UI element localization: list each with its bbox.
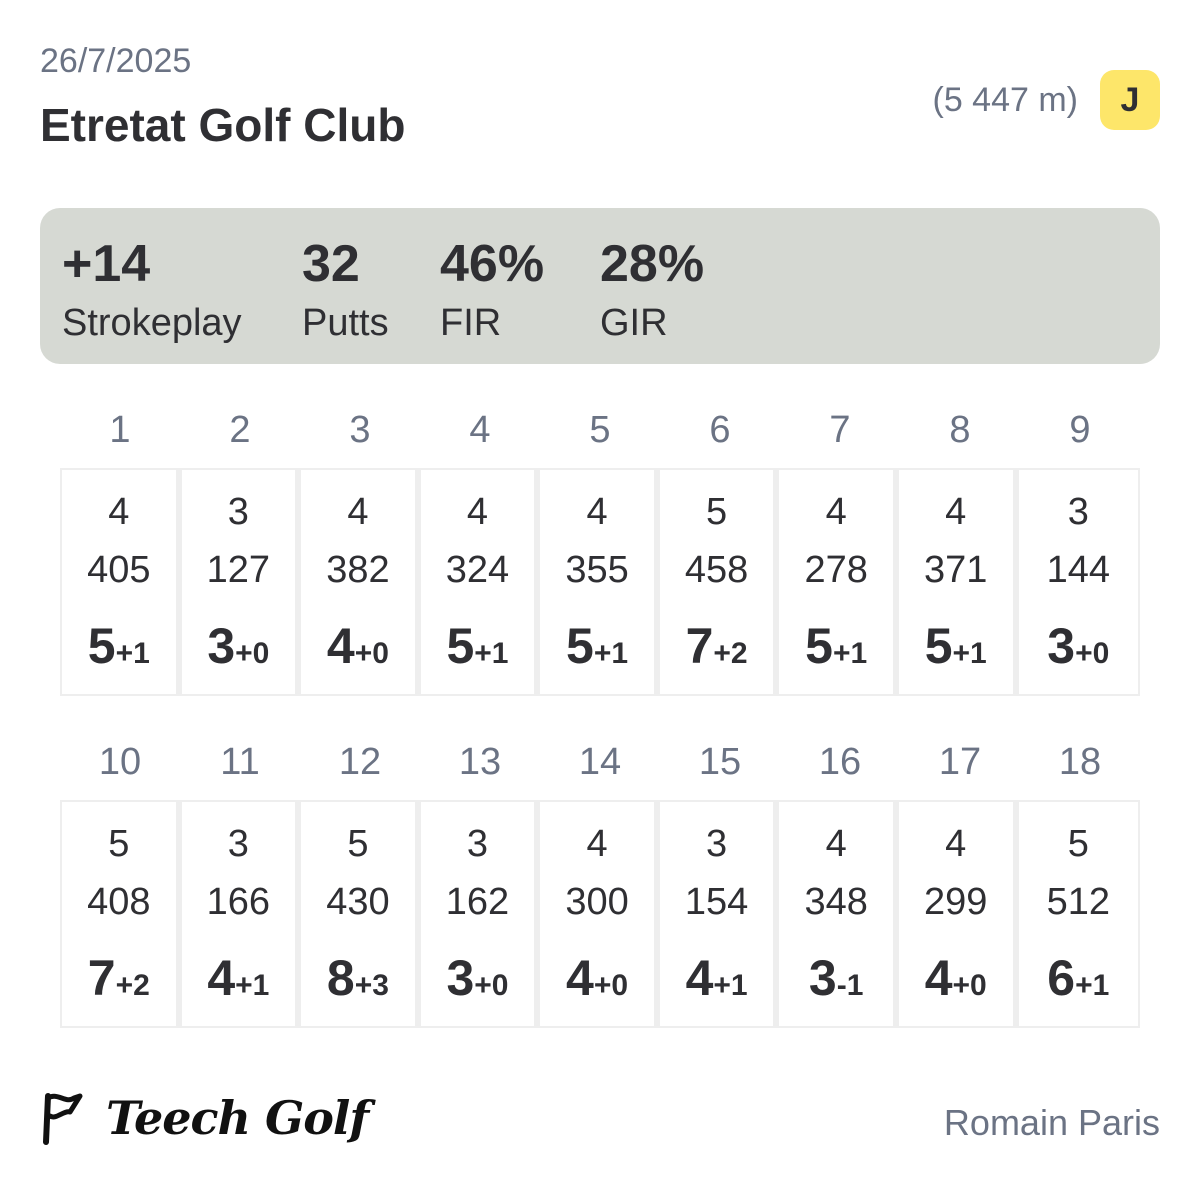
hole-par: 5 [1067,823,1089,865]
hole-number: 18 [1058,741,1102,783]
hole-score-diff: +0 [354,637,389,670]
hole-score-diff: +1 [235,969,270,1002]
hole-score [327,948,389,1021]
hole-length: 278 [804,549,868,591]
hole-length: 162 [445,881,510,923]
hole-number: 15 [698,741,742,783]
hole-length: 166 [206,881,271,923]
hole-number: 5 [589,409,611,451]
hole-length: 430 [326,881,390,923]
stat-putts [302,234,389,348]
hole-strokes: 4 [685,950,714,1006]
hole-length: 355 [565,549,629,591]
stat-value: 32 [302,235,360,293]
stat-label: Strokeplay [62,302,242,344]
hole-score-diff: +2 [115,969,150,1002]
hole-strokes: 4 [207,950,236,1006]
brand-name: Teech Golf [106,1091,369,1145]
hole-par: 4 [108,491,130,533]
stat-strokeplay [62,234,242,348]
hole-par: 5 [108,823,130,865]
hole-strokes: 8 [326,950,355,1006]
stat-gir [600,234,704,348]
hole-number: 10 [98,741,142,783]
hole-score-diff: +0 [952,969,987,1002]
hole-par: 5 [347,823,369,865]
hole-score [925,948,987,1021]
hole-score [207,616,269,689]
hole-score [446,948,508,1021]
hole-score [446,616,508,689]
hole-strokes: 5 [924,618,953,674]
hole-score [566,948,628,1021]
tee-badge: J [1100,70,1160,130]
hole-number: 1 [109,409,131,451]
hole-card [1019,470,1139,694]
hole-length: 408 [87,881,151,923]
hole-card [540,802,660,1026]
brand-logo [40,1090,368,1146]
hole-number: 12 [338,741,382,783]
hole-length: 512 [1046,881,1110,923]
hole-par: 3 [706,823,728,865]
stat-value: +14 [62,235,151,293]
hole-par: 4 [945,823,967,865]
hole-score [686,616,748,689]
hole-strokes: 5 [87,618,116,674]
hole-card [779,802,899,1026]
hole-number: 13 [458,741,502,783]
hole-score [566,616,628,689]
hole-score [805,616,867,689]
hole-score-diff: -1 [836,969,864,1002]
hole-score-diff: +2 [713,637,748,670]
front-nine [60,400,1140,696]
hole-score [207,948,269,1021]
hole-strokes: 4 [924,950,953,1006]
hole-score [1047,616,1109,689]
hole-card [660,802,780,1026]
hole-par: 4 [825,491,847,533]
hole-length: 127 [206,549,271,591]
hole-score [88,616,150,689]
hole-card [899,802,1019,1026]
hole-score-diff: +1 [713,969,748,1002]
hole-strokes: 7 [87,950,116,1006]
hole-score-diff: +1 [952,637,987,670]
hole-strokes: 3 [808,950,837,1006]
hole-strokes: 5 [566,618,594,674]
hole-length: 458 [684,549,749,591]
hole-number: 6 [709,409,731,451]
hole-par: 3 [227,823,249,865]
hole-score-diff: +3 [354,969,389,1002]
hole-strokes: 3 [207,618,236,674]
hole-card [301,802,421,1026]
hole-card [421,802,541,1026]
hole-number: 7 [829,409,851,451]
hole-length: 299 [924,881,988,923]
hole-par: 4 [466,491,489,533]
hole-par: 3 [1067,491,1089,533]
tee-info [933,70,1161,130]
hole-number: 9 [1069,409,1091,451]
hole-cards [60,468,1140,696]
round-date: 26/7/2025 [40,42,192,80]
hole-strokes: 4 [326,618,355,674]
hole-card [899,470,1019,694]
hole-numbers [60,400,1140,468]
player-name: Romain Paris [943,1102,1160,1143]
flag-icon [40,1090,88,1146]
hole-card [62,470,182,694]
hole-length: 154 [684,881,749,923]
hole-number: 14 [578,741,622,783]
hole-score [88,948,150,1021]
hole-number: 8 [949,409,971,451]
stat-label: GIR [600,302,668,344]
hole-par: 4 [586,823,608,865]
hole-number: 3 [349,409,371,451]
hole-score-diff: +1 [832,637,868,670]
hole-score [925,616,987,689]
hole-par: 4 [945,491,967,533]
hole-card [660,470,780,694]
hole-card [779,470,899,694]
course-name: Etretat Golf Club [40,99,406,151]
hole-length: 371 [924,549,988,591]
hole-card [301,470,421,694]
stats-panel [40,208,1160,364]
hole-strokes: 4 [566,950,594,1006]
hole-score-diff: +1 [474,637,509,670]
hole-number: 16 [818,741,862,783]
hole-number: 17 [938,741,982,783]
course-distance: (5 447 m) [932,80,1078,119]
hole-strokes: 3 [446,950,475,1006]
hole-card [1019,802,1139,1026]
hole-score-diff: +0 [593,969,629,1002]
hole-strokes: 3 [1047,618,1076,674]
hole-number: 2 [229,409,251,451]
hole-number: 4 [469,409,491,451]
hole-card [421,470,541,694]
hole-score-diff: +1 [593,637,629,670]
hole-length: 348 [804,881,868,923]
hole-length: 300 [565,881,629,923]
hole-score [809,948,864,1021]
hole-length: 324 [445,549,510,591]
hole-par: 5 [706,491,728,533]
stat-value: 46% [440,235,545,293]
hole-cards [60,800,1140,1028]
hole-score-diff: +0 [474,969,509,1002]
hole-score [686,948,748,1021]
stat-label: Putts [302,302,389,344]
hole-number: 11 [220,741,260,783]
hole-par: 4 [586,491,608,533]
stat-value: 28% [600,235,705,293]
hole-score [1047,948,1109,1021]
hole-strokes: 5 [446,618,475,674]
hole-score-diff: +1 [115,637,150,670]
hole-length: 144 [1046,549,1110,591]
hole-par: 4 [825,823,847,865]
stat-label: FIR [440,302,502,344]
hole-par: 4 [347,491,369,533]
back-nine [60,732,1140,1028]
hole-score-diff: +0 [235,637,270,670]
hole-card [540,470,660,694]
hole-par: 3 [466,823,489,865]
hole-score [327,616,389,689]
hole-strokes: 6 [1047,950,1076,1006]
hole-score-diff: +0 [1075,637,1110,670]
hole-card [182,802,302,1026]
hole-par: 3 [227,491,249,533]
hole-score-diff: +1 [1075,969,1110,1002]
hole-card [182,470,302,694]
hole-numbers [60,732,1140,800]
stat-fir [440,234,544,348]
hole-length: 382 [326,549,390,591]
hole-card [62,802,182,1026]
hole-strokes: 5 [805,618,833,674]
hole-strokes: 7 [685,618,714,674]
hole-length: 405 [87,549,151,591]
